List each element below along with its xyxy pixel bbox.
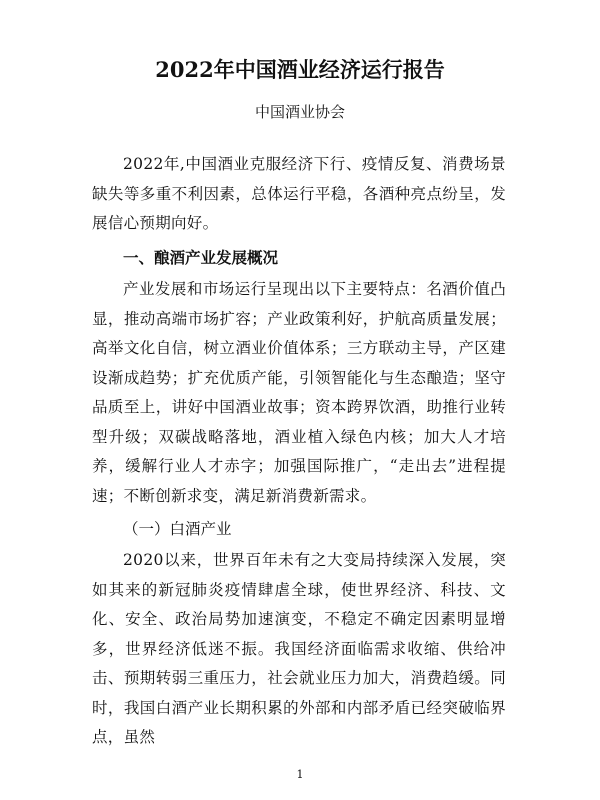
section-heading: 一、酿酒产业发展概况 <box>123 249 279 267</box>
overview-paragraph: 产业发展和市场运行呈现出以下主要特点：名酒价值凸显，推动高端市场扩容；产业政策利好，护航高质量发展；高举文化自信，树立酒业价值体系；三方联动主导，产区建设渐成趋势；扩充优质产能，引领智能化与生态酿造；坚守品质至上，讲好中国酒业故事；资本跨界饮酒，助推行业转型升级；双碳战略落地，酒业植入绿色内核；加大人才培养，缓解行业人才赤字；加强国际推广，“走出去”进程提速；不断创新求变，满足新消费新需求。 <box>92 280 506 505</box>
intro-paragraph: 2022年,中国酒业克服经济下行、疫情反复、消费场景缺失等多重不利因素，总体运行平稳，各酒种亮点纷呈，发展信心预期向好。 <box>92 155 506 232</box>
document-title: 2022年中国酒业经济运行报告 <box>155 57 445 82</box>
baijiu-paragraph: 2020以来，世界百年未有之大变局持续深入发展，突如其来的新冠肺炎疫情肆虐全球，使世界经济、科技、文化、安全、政治局势加速演变，不稳定不确定因素明显增多，世界经济低迷不振。我国经济面临需求收缩、供给冲击、预期转弱三重压力，社会就业压力加大，消费趋缓。同时，我国白酒产业长期积累的外部和内部矛盾已经突破临界点，虽然 <box>92 551 506 746</box>
page-number: 1 <box>296 768 304 781</box>
document-organization: 中国酒业协会 <box>254 103 345 121</box>
subsection-heading: （一）白酒产业 <box>123 520 232 538</box>
